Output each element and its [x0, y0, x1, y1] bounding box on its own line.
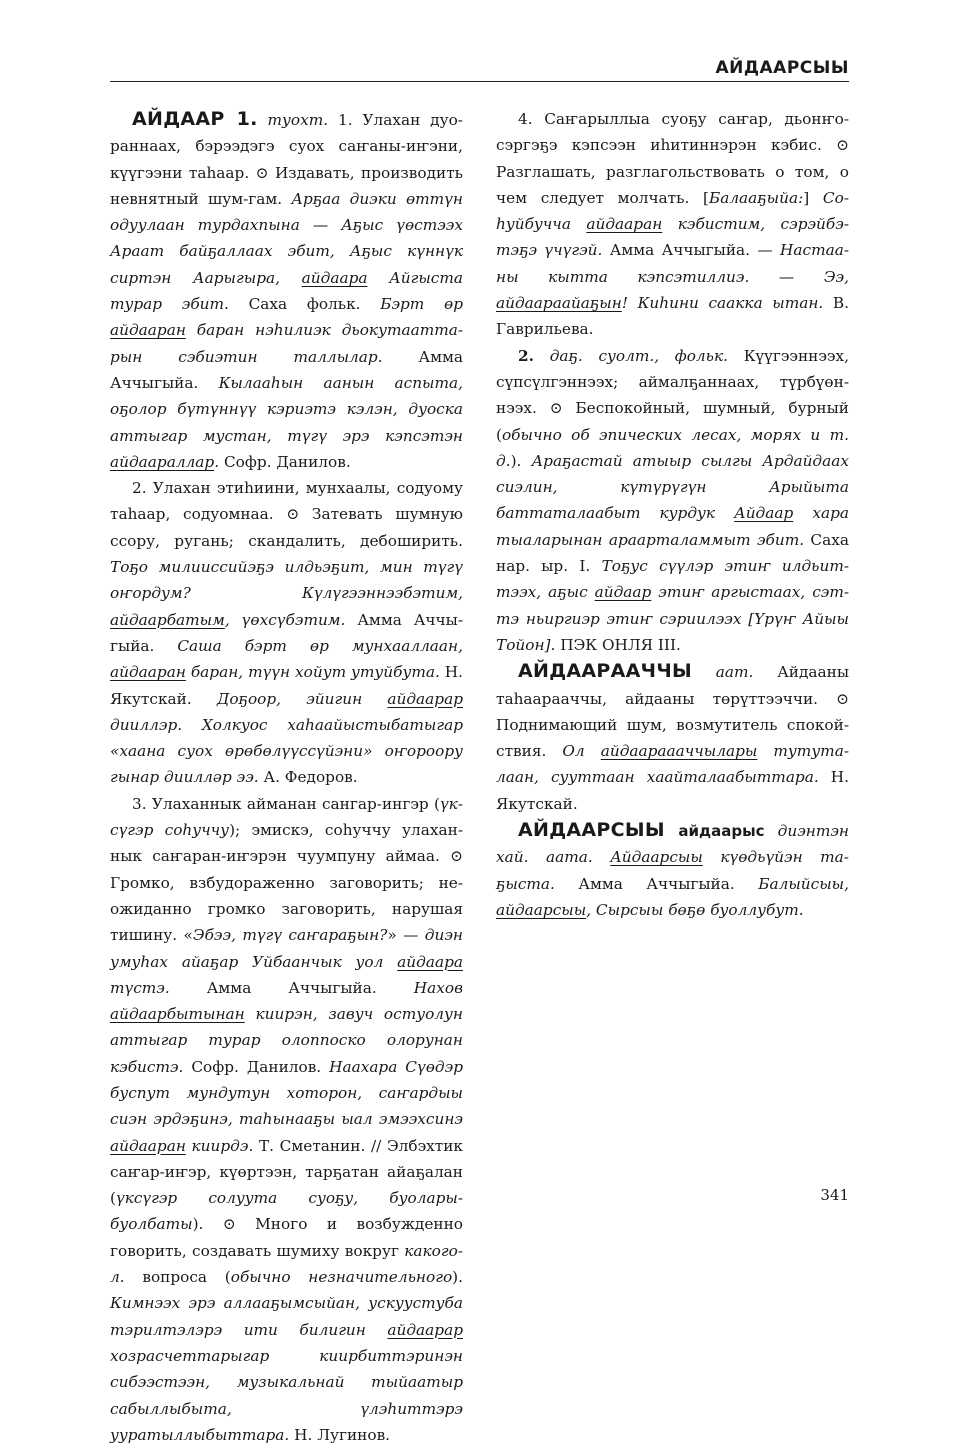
headword: АЙДААР 1. — [132, 108, 258, 130]
example: Наахара Сүөдэр буспут мундутун хоторон, саҥардыы сиэн эрдэҕинэ, таһынааҕы ыал эмээхсинэ — [110, 1057, 463, 1129]
example-keyword: айдаарар — [387, 1320, 463, 1339]
example — [593, 848, 611, 866]
source: Н. Якутскай. — [110, 663, 463, 708]
note: обычно незначительного — [230, 1268, 453, 1287]
definition: 4. Саҥарыллыа суоҕу саҥар, дьонҥосэргэҕэ кэпсээн иһитиннэрэн кэбис. ⊙ Разглашать, разглагольствовать о том, о чем следует молчать. [ — [496, 110, 849, 207]
example-keyword: айдаар — [594, 583, 652, 602]
example: Айгыста турар эбит. — [110, 268, 463, 314]
example: Настааны кытта кэпсэтиллиэ. — Ээ, — [496, 241, 849, 286]
page-number: 341 — [820, 1186, 849, 1204]
example: Нахов — [413, 978, 463, 997]
entry-aidaar-2 — [496, 343, 849, 659]
example: Тоҕус сүүлэр этиҥ илдьиттээх, аҕыс — [496, 557, 849, 602]
example: баран, түүн хойут утуйбута. — [185, 663, 440, 682]
example: Кимнээх эрэ аллааҕымсыйан, ускуустуба тэрилтэлэрэ ити билигин — [110, 1294, 463, 1339]
example-keyword: айдаараайаҕын — [496, 294, 622, 313]
note: обычно об эпических лесах, морях и т. д. — [496, 425, 849, 470]
example: киирдэ. — [185, 1136, 254, 1155]
entry-aidaar-1-sense-2 — [110, 475, 463, 791]
example: дииллэр. Холкуос хаһаайыстыбатыгар «хаана суох өрөбөлүүссүйэни» оҥороору гынар диилләр ээ. — [110, 715, 463, 787]
source: Амма Аччыгыйа. — [554, 874, 759, 893]
example-keyword: айдаарсыы — [496, 900, 587, 919]
example: . — [214, 452, 220, 471]
sense-number: 2. — [518, 346, 534, 365]
example-keyword: айдаара — [301, 268, 368, 287]
left-column — [110, 106, 463, 1448]
example: ! Киһини саакка ытан. — [621, 294, 824, 313]
definition: ); эмискэ, соһуччу улаханнык саҥаран-иҥэрэн чуумпуну аймаа. ⊙ Громко, взбудораженно заговорить; неожиданно громко заговорить, нарушая тишину. « — [110, 821, 463, 945]
example: диэн умуһах айаҕар Уйбаанчык уол — [110, 926, 463, 971]
example-keyword: Айдаарсыы — [610, 848, 703, 867]
example-keyword: айдаараллар — [110, 452, 215, 471]
definition: вопроса ( — [124, 1268, 231, 1287]
example: Соһуйбучча — [496, 188, 849, 234]
example: Ол — [562, 742, 601, 761]
example-keyword: айдааран — [110, 1136, 186, 1155]
note: үксүгэр солуута суоҕу, буолары-буолбаты — [110, 1189, 463, 1234]
example: Балыйсыы, — [758, 874, 849, 893]
source: Саха фольк. — [228, 295, 381, 314]
definition: ). — [452, 1268, 463, 1287]
example: , үөхсүбэтим. — [224, 610, 346, 629]
definition: 1. Улахан дуораннаах, бэрээдэгэ суох саҥаны-иҥэни, күүгээни таһаар. ⊙ Издавать, производить невнятный шум-гам. — [110, 111, 463, 208]
entry-aidaarsyy — [496, 817, 849, 923]
source: Амма Аччыгыйа. — — [602, 241, 781, 260]
example: Саша бэрт өр мунхааллаан, — [177, 636, 463, 655]
example: Тоҕо милииссийэҕэ илдьэҕит, мин түгү оҥордум? Күлүгээннээбэтим, — [110, 558, 463, 603]
grammar-label: диэнтэн хай. аата. — [496, 822, 849, 867]
source: Амма Аччыгыйа. — [169, 978, 414, 997]
example: Эбээ, түгү саҥараҕын? — [192, 926, 388, 945]
example-keyword: айдааран — [110, 663, 186, 682]
example-keyword: айдааран — [586, 215, 663, 234]
example-keyword: Айдаар — [734, 504, 794, 523]
source: Амма Аччыгыйа. — [110, 347, 463, 392]
entry-aidaar-1-sense-1 — [110, 106, 463, 475]
source: Софр. Данилов. — [219, 452, 351, 471]
running-head: АЙДААРСЫЫ — [715, 58, 849, 78]
source: Амма Аччыгыйа. — [110, 610, 463, 655]
definition: 3. Улаханнык айманан сангар-ингэр ( — [132, 794, 440, 813]
example-keyword: айдаараааччылары — [600, 742, 758, 761]
grammar-label: аат. — [691, 663, 754, 682]
example: баран нэһилиэк дьокутааттарын сэбиэтин таллылар. — [110, 321, 463, 366]
source: Н. Лугинов. — [289, 1425, 391, 1444]
header-rule — [110, 81, 849, 82]
example: Кылааһын аанын аспыта, оҕолор бүтүннүү кэриэтэ кэлэн, дуоска аттыгар мустан, түгү эрэ кэпсэтэн — [110, 373, 463, 445]
source: Т. Сметанин. // Элбэхтик саҥар-иҥэр, күөртээн, тарҕатан айаҕалан ( — [110, 1136, 463, 1208]
definition: Айдааны таһаарааччы, айдааны төрүттээччи. ⊙ Поднимающий шум, возмутитель спокойствия. — [496, 663, 849, 761]
source: Н. Якутскай. — [496, 768, 849, 813]
example: хара тыаларынан араарталаммыт эбит. — [496, 504, 849, 549]
entry-aidaar-1-sense-4 — [496, 106, 849, 343]
grammar-label: даҕ. суолт., фольк. — [549, 346, 729, 365]
example-keyword: айдаара — [397, 952, 463, 971]
headword: АЙДААРСЫЫ — [518, 819, 665, 842]
example: Арҕаа диэки өттүн одуулаан турдахпына — Аҕыс үөстээх Араат байҕаллаах эбит, Аҕыс күннүк сиртэн Аарыгыра, — [110, 189, 463, 287]
example: кэбистим, сэрэйбэтэҕэ үчүгэй. — [496, 215, 849, 260]
example-keyword: айдааран — [110, 321, 186, 340]
source: ПЭК ОНЛЯ III. — [555, 635, 681, 654]
definition: ). — [510, 451, 532, 470]
definition: Күүгээннээх, сүпсүлгэннээх; аймалҕаннаах, түрбүөннээх. ⊙ Беспокойный, шумный, бурный ( — [496, 346, 849, 444]
example-keyword: айдаарбытынан — [110, 1005, 245, 1024]
example-keyword: айдаарбатым — [110, 610, 225, 629]
punct: ] — [803, 188, 823, 207]
example: Доҕоор, эйигин — [216, 689, 388, 708]
source: Софр. Данилов. — [183, 1057, 330, 1076]
example: хозрасчеттарыгар киирбиттэринэн сибээстээн, музыкальнай тыйаатыр сабыллыбыта, үлэһиттэрэ ууратыллыбыттара. — [110, 1346, 463, 1444]
example: Бэрт өр — [380, 295, 463, 314]
headword: АЙДААРААЧЧЫ — [518, 660, 692, 683]
example: түстэ. — [110, 978, 170, 997]
source: Саха нар. ыр. I. — [496, 530, 849, 576]
example: Араҕастай атыыр сылгы Ардайдаах сиэлин, күтүрүгүн Арыйыта баттаталаабыт курдук — [496, 451, 849, 523]
example: тутуталаан, сууттаан хаайталаабыттара. — [496, 742, 849, 787]
entry-aidaar-1-sense-3 — [110, 791, 463, 1448]
grammar-label: туохт. — [267, 111, 329, 129]
punct: » — — [387, 926, 425, 945]
note: үксүгэр соһуччу — [110, 794, 463, 840]
example: күөдьүйэн таҕыста. — [496, 848, 849, 893]
example: этиҥ аргыстаах, сэттэ ньиргиэр этиҥ сэриилээх [Үрүҥ Айыы Тойон]. — [496, 583, 849, 654]
example: , Сырсыы бөҕө буоллубут. — [586, 900, 804, 919]
note: какого-л. — [110, 1241, 463, 1287]
example: киирэн, завуч остуолун аттыгар турар олоппоско олорунан кэбистэ. — [110, 1005, 463, 1076]
definition: 2. Улахан этиһиини, мунхаалы, содуому таһаар, содуомнаа. ⊙ Затевать шумную ссору, ругань; скандалить, дебоширить. — [110, 479, 463, 550]
source: А. Федоров. — [258, 768, 358, 787]
source: В. Гаврильева. — [496, 294, 850, 339]
example-keyword: айдаарар — [387, 689, 464, 708]
sub-headword: айдаарыс — [664, 822, 765, 841]
example: Балааҕыйа: — [708, 188, 804, 207]
entry-aidaaraachchy — [496, 658, 849, 817]
definition: ). ⊙ Много и возбужденно говорить, создавать шумиху вокруг — [110, 1215, 463, 1260]
right-column — [496, 106, 849, 923]
